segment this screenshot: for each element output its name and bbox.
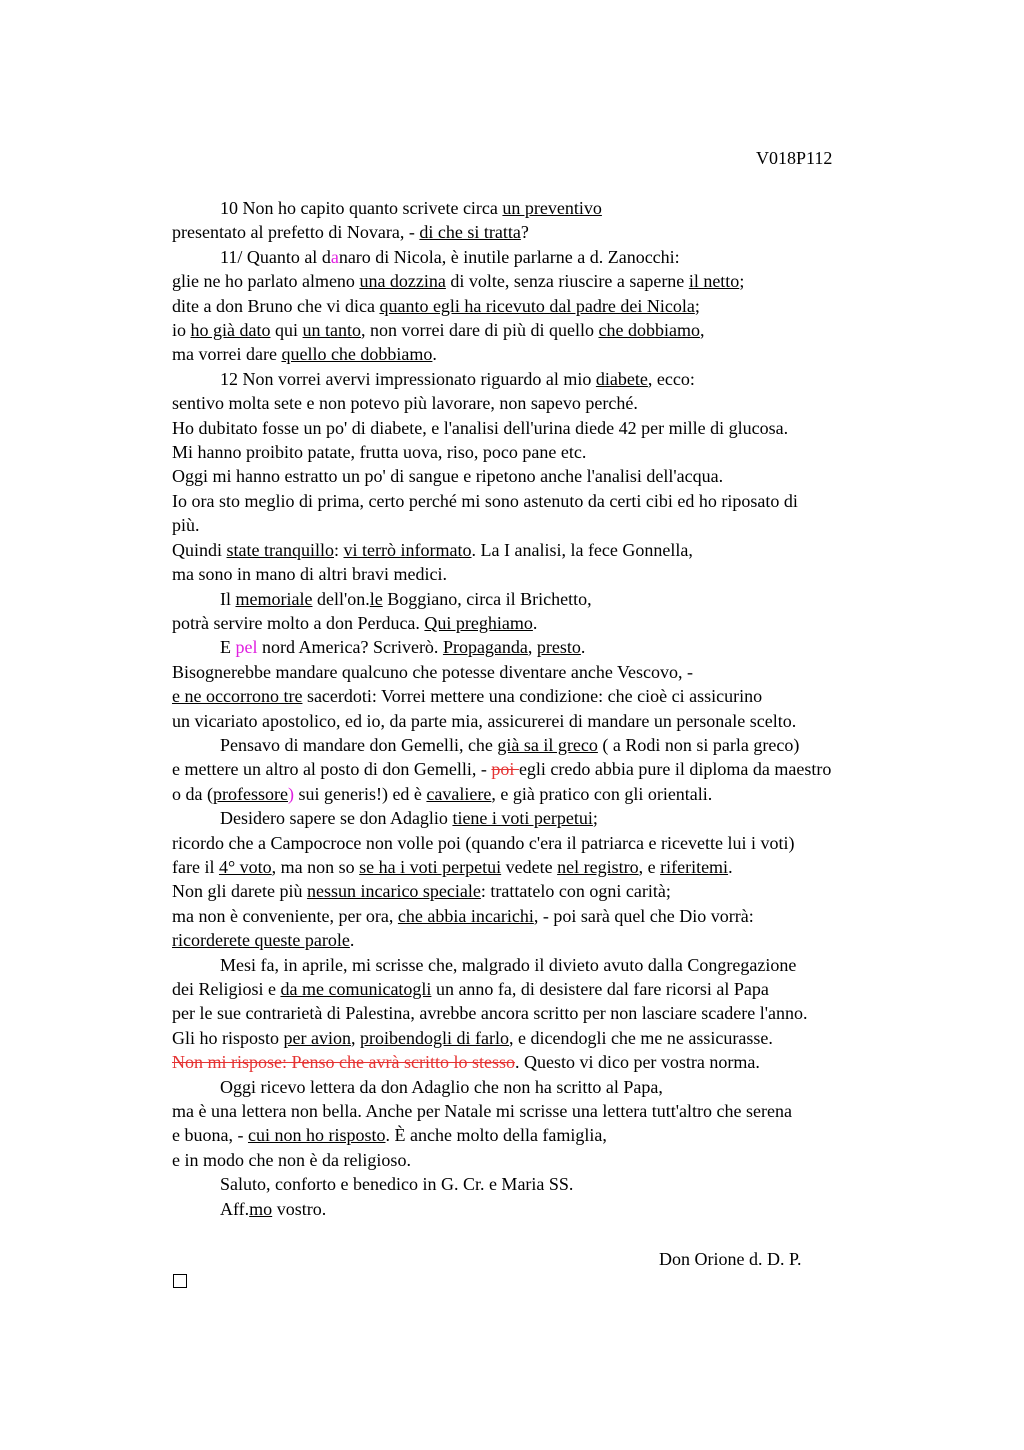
- text-span: :: [334, 539, 344, 560]
- text-line: [172, 1050, 972, 1074]
- text-span: naro di Nicola, è inutile parlarne a d. Zanocchi:: [338, 246, 680, 267]
- text-span: vostro.: [272, 1198, 327, 1219]
- deleted-text: Non mi rispose: Penso che avrà scritto lo stesso: [172, 1052, 515, 1073]
- inserted-text: ): [287, 783, 294, 804]
- text-line: [172, 464, 972, 488]
- text-span: ( a Rodi non si parla greco): [597, 734, 800, 755]
- text-span: Saluto, conforto e benedico in G. Cr. e Maria SS.: [220, 1174, 574, 1195]
- text-span: . È anche molto della famiglia,: [385, 1125, 607, 1146]
- underlined-text: il netto: [688, 271, 740, 292]
- text-span: E: [220, 637, 236, 658]
- underlined-text: Propaganda: [442, 637, 528, 658]
- text-span: .: [532, 612, 538, 633]
- inserted-text: a: [330, 246, 339, 267]
- text-span: qui: [270, 320, 303, 341]
- page-reference: V018P112: [756, 148, 833, 168]
- inserted-text: pel: [235, 637, 258, 658]
- text-line: [172, 367, 972, 391]
- text-span: ,: [527, 637, 537, 658]
- text-span: .: [349, 930, 355, 951]
- text-span: , - poi sarà quel che Dio vorrà:: [533, 905, 754, 926]
- text-span: sacerdoti: Vorrei mettere una condizione: che cioè ci assicurino: [302, 686, 763, 707]
- text-span: ma sono in mano di altri bravi medici.: [172, 564, 447, 585]
- text-span: io: [172, 320, 191, 341]
- text-line: [172, 660, 972, 684]
- text-span: ;: [739, 271, 745, 292]
- text-span: , e già pratico con gli orientali.: [491, 783, 713, 804]
- text-line: [172, 1123, 972, 1147]
- empty-checkbox-icon: [173, 1274, 187, 1288]
- text-line: [172, 757, 972, 781]
- text-line: [172, 440, 972, 464]
- text-line: [172, 196, 972, 220]
- text-span: Ho dubitato fosse un po' di diabete, e l'analisi dell'urina diede 42 per mille di glucosa.: [172, 417, 789, 438]
- text-line: [172, 709, 972, 733]
- text-span: 12 Non vorrei avervi impressionato riguardo al mio: [220, 368, 596, 389]
- text-span: , ecco:: [647, 368, 695, 389]
- text-span: ma vorrei dare: [172, 344, 282, 365]
- underlined-text: cui non ho risposto: [247, 1125, 386, 1146]
- underlined-text: ho già dato: [190, 320, 271, 341]
- underlined-text: mo: [249, 1198, 273, 1219]
- text-span: ,: [699, 320, 705, 341]
- underlined-text: quanto egli ha ricevuto dal padre dei Nicola: [379, 295, 695, 316]
- text-span: dell'on.: [312, 588, 370, 609]
- underlined-text: tiene i voti perpetui: [452, 808, 593, 829]
- text-span: potrà servire molto a don Perduca.: [172, 612, 425, 633]
- text-span: dei Religiosi e: [172, 979, 281, 999]
- text-span: fare il: [172, 856, 219, 877]
- text-line: [172, 269, 972, 293]
- text-span: . Questo vi dico per vostra norma.: [514, 1052, 760, 1073]
- text-span: Io ora sto meglio di prima, certo perché mi sono astenuto da certi cibi ed ho riposato di: [172, 490, 798, 511]
- text-span: Pensavo di mandare don Gemelli, che: [220, 734, 498, 755]
- text-span: ?: [520, 222, 529, 243]
- underlined-text: riferitemi: [660, 856, 729, 877]
- text-line: [172, 587, 972, 611]
- text-line: [172, 318, 972, 342]
- text-span: vedete: [501, 856, 558, 877]
- text-line: [172, 611, 972, 635]
- text-span: 11/ Quanto al d: [220, 246, 331, 267]
- underlined-text: di che si tratta: [419, 222, 521, 243]
- text-span: .: [432, 344, 437, 365]
- text-span: ,: [351, 1027, 360, 1048]
- deleted-text: poi: [491, 759, 519, 780]
- text-line: [172, 977, 972, 1001]
- text-line: [172, 1075, 972, 1099]
- text-span: Mesi fa, in aprile, mi scrisse che, malgrado il divieto avuto dalla Congregazione: [220, 954, 797, 975]
- text-span: e in modo che non è da religioso.: [172, 1149, 411, 1170]
- underlined-text: che dobbiamo: [598, 320, 700, 341]
- text-span: sui generis!) ed è: [293, 783, 427, 804]
- underlined-text: proibendogli di farlo: [360, 1027, 509, 1048]
- text-span: Bisognerebbe mandare qualcuno che potesse diventare anche Vescovo, -: [172, 661, 693, 682]
- text-span: ma è una lettera non bella. Anche per Natale mi scrisse una lettera tutt'altro che serena: [172, 1101, 792, 1122]
- text-span: , e dicendogli che me ne assicurasse.: [508, 1027, 773, 1048]
- text-line: [172, 806, 972, 830]
- text-span: Boggiano, circa il Brichetto,: [382, 588, 592, 609]
- text-line: [172, 904, 972, 928]
- underlined-text: state tranquillo: [226, 539, 334, 560]
- underlined-text: memoriale: [235, 588, 313, 609]
- text-line: [172, 831, 972, 855]
- text-span: più.: [172, 515, 200, 536]
- text-line: [172, 733, 972, 757]
- text-span: Non gli darete più: [172, 881, 307, 902]
- text-span: Il: [220, 588, 236, 609]
- text-span: presentato al prefetto di Novara, -: [172, 222, 420, 243]
- text-span: e mettere un altro al posto di don Gemelli, -: [172, 759, 492, 780]
- letter-body: [172, 196, 972, 1221]
- text-span: Gli ho risposto: [172, 1027, 284, 1048]
- underlined-text: Qui preghiamo: [424, 612, 533, 633]
- underlined-text: vi terrò informato: [343, 539, 472, 560]
- text-span: ;: [592, 808, 598, 829]
- text-span: Desidero sapere se don Adaglio: [220, 808, 453, 829]
- text-line: [172, 1172, 972, 1196]
- text-line: [172, 1148, 972, 1172]
- text-span: 10 Non ho capito quanto scrivete circa: [220, 198, 503, 218]
- underlined-text: presto: [536, 637, 581, 658]
- signature: Don Orione d. D. P.: [659, 1249, 802, 1269]
- text-line: [172, 928, 972, 952]
- text-line: [172, 538, 972, 562]
- underlined-text: nel registro: [557, 856, 639, 877]
- underlined-text: diabete: [595, 368, 648, 389]
- text-line: [172, 635, 972, 659]
- text-span: dite a don Bruno che vi dica: [172, 295, 380, 316]
- text-line: [172, 562, 972, 586]
- underlined-text: ricorderete queste parole: [172, 930, 350, 951]
- text-span: un anno fa, di desistere dal fare ricorsi al Papa: [431, 979, 769, 999]
- text-span: sentivo molta sete e non potevo più lavorare, non sapevo perché.: [172, 393, 638, 414]
- text-line: [172, 391, 972, 415]
- text-line: [172, 220, 972, 244]
- underlined-text: per avion: [283, 1027, 351, 1048]
- text-span: ricordo che a Campocroce non volle poi (quando c'era il patriarca e ricevette lui i voti): [172, 832, 795, 853]
- text-span: o da (: [172, 783, 213, 804]
- text-line: [172, 879, 972, 903]
- text-span: Aff.: [220, 1198, 250, 1219]
- text-line: [172, 342, 972, 366]
- text-line: [172, 1197, 972, 1221]
- text-line: [172, 513, 972, 537]
- text-line: [172, 855, 972, 879]
- text-span: , e: [638, 856, 661, 877]
- text-span: .: [728, 856, 733, 877]
- text-span: Oggi mi hanno estratto un po' di sangue e ripetono anche l'analisi dell'acqua.: [172, 466, 724, 487]
- text-line: [172, 416, 972, 440]
- text-span: , ma non so: [271, 856, 360, 877]
- underlined-text: da me comunicatogli: [280, 979, 432, 999]
- text-line: [172, 489, 972, 513]
- underlined-text: una dozzina: [359, 271, 446, 292]
- text-line: [172, 684, 972, 708]
- underlined-text: già sa il greco: [497, 734, 598, 755]
- text-span: . La I analisi, la fece Gonnella,: [471, 539, 693, 560]
- underlined-text: un tanto: [302, 320, 362, 341]
- text-line: [172, 782, 972, 806]
- text-span: un vicariato apostolico, ed io, da parte mia, assicurerei di mandare un personale scelto.: [172, 710, 797, 731]
- text-span: per le sue contrarietà di Palestina, avrebbe ancora scritto per non lasciare scadere l'anno.: [172, 1003, 808, 1024]
- text-span: Oggi ricevo lettera da don Adaglio che non ha scritto al Papa,: [220, 1076, 663, 1097]
- underlined-text: quello che dobbiamo: [281, 344, 433, 365]
- underlined-text: nessun incarico speciale: [306, 881, 481, 902]
- text-span: glie ne ho parlato almeno: [172, 271, 360, 292]
- text-span: nord America? Scriverò.: [257, 637, 443, 658]
- underlined-text: un preventivo: [502, 198, 602, 218]
- text-span: , non vorrei dare di più di quello: [361, 320, 599, 341]
- text-span: ;: [694, 295, 700, 316]
- underlined-text: 4° voto: [218, 856, 272, 877]
- text-span: .: [580, 637, 586, 658]
- text-span: egli credo abbia pure il diploma da maestro: [518, 759, 832, 780]
- text-line: [172, 245, 972, 269]
- text-line: [172, 1026, 972, 1050]
- text-line: [172, 1001, 972, 1025]
- text-span: di volte, senza riuscire a saperne: [445, 271, 689, 292]
- text-span: ma non è conveniente, per ora,: [172, 905, 398, 926]
- text-line: [172, 1099, 972, 1123]
- underlined-text: e ne occorrono tre: [172, 686, 303, 707]
- underlined-text: che abbia incarichi: [397, 905, 534, 926]
- text-line: [172, 294, 972, 318]
- underlined-text: se ha i voti perpetui: [359, 856, 502, 877]
- text-span: : trattatelo con ogni carità;: [480, 881, 671, 902]
- underlined-text: le: [369, 588, 383, 609]
- underlined-text: professore: [212, 783, 288, 804]
- text-span: Quindi: [172, 539, 227, 560]
- text-span: e buona, -: [172, 1125, 248, 1146]
- underlined-text: cavaliere: [426, 783, 492, 804]
- text-line: [172, 953, 972, 977]
- text-span: Mi hanno proibito patate, frutta uova, riso, poco pane etc.: [172, 442, 587, 463]
